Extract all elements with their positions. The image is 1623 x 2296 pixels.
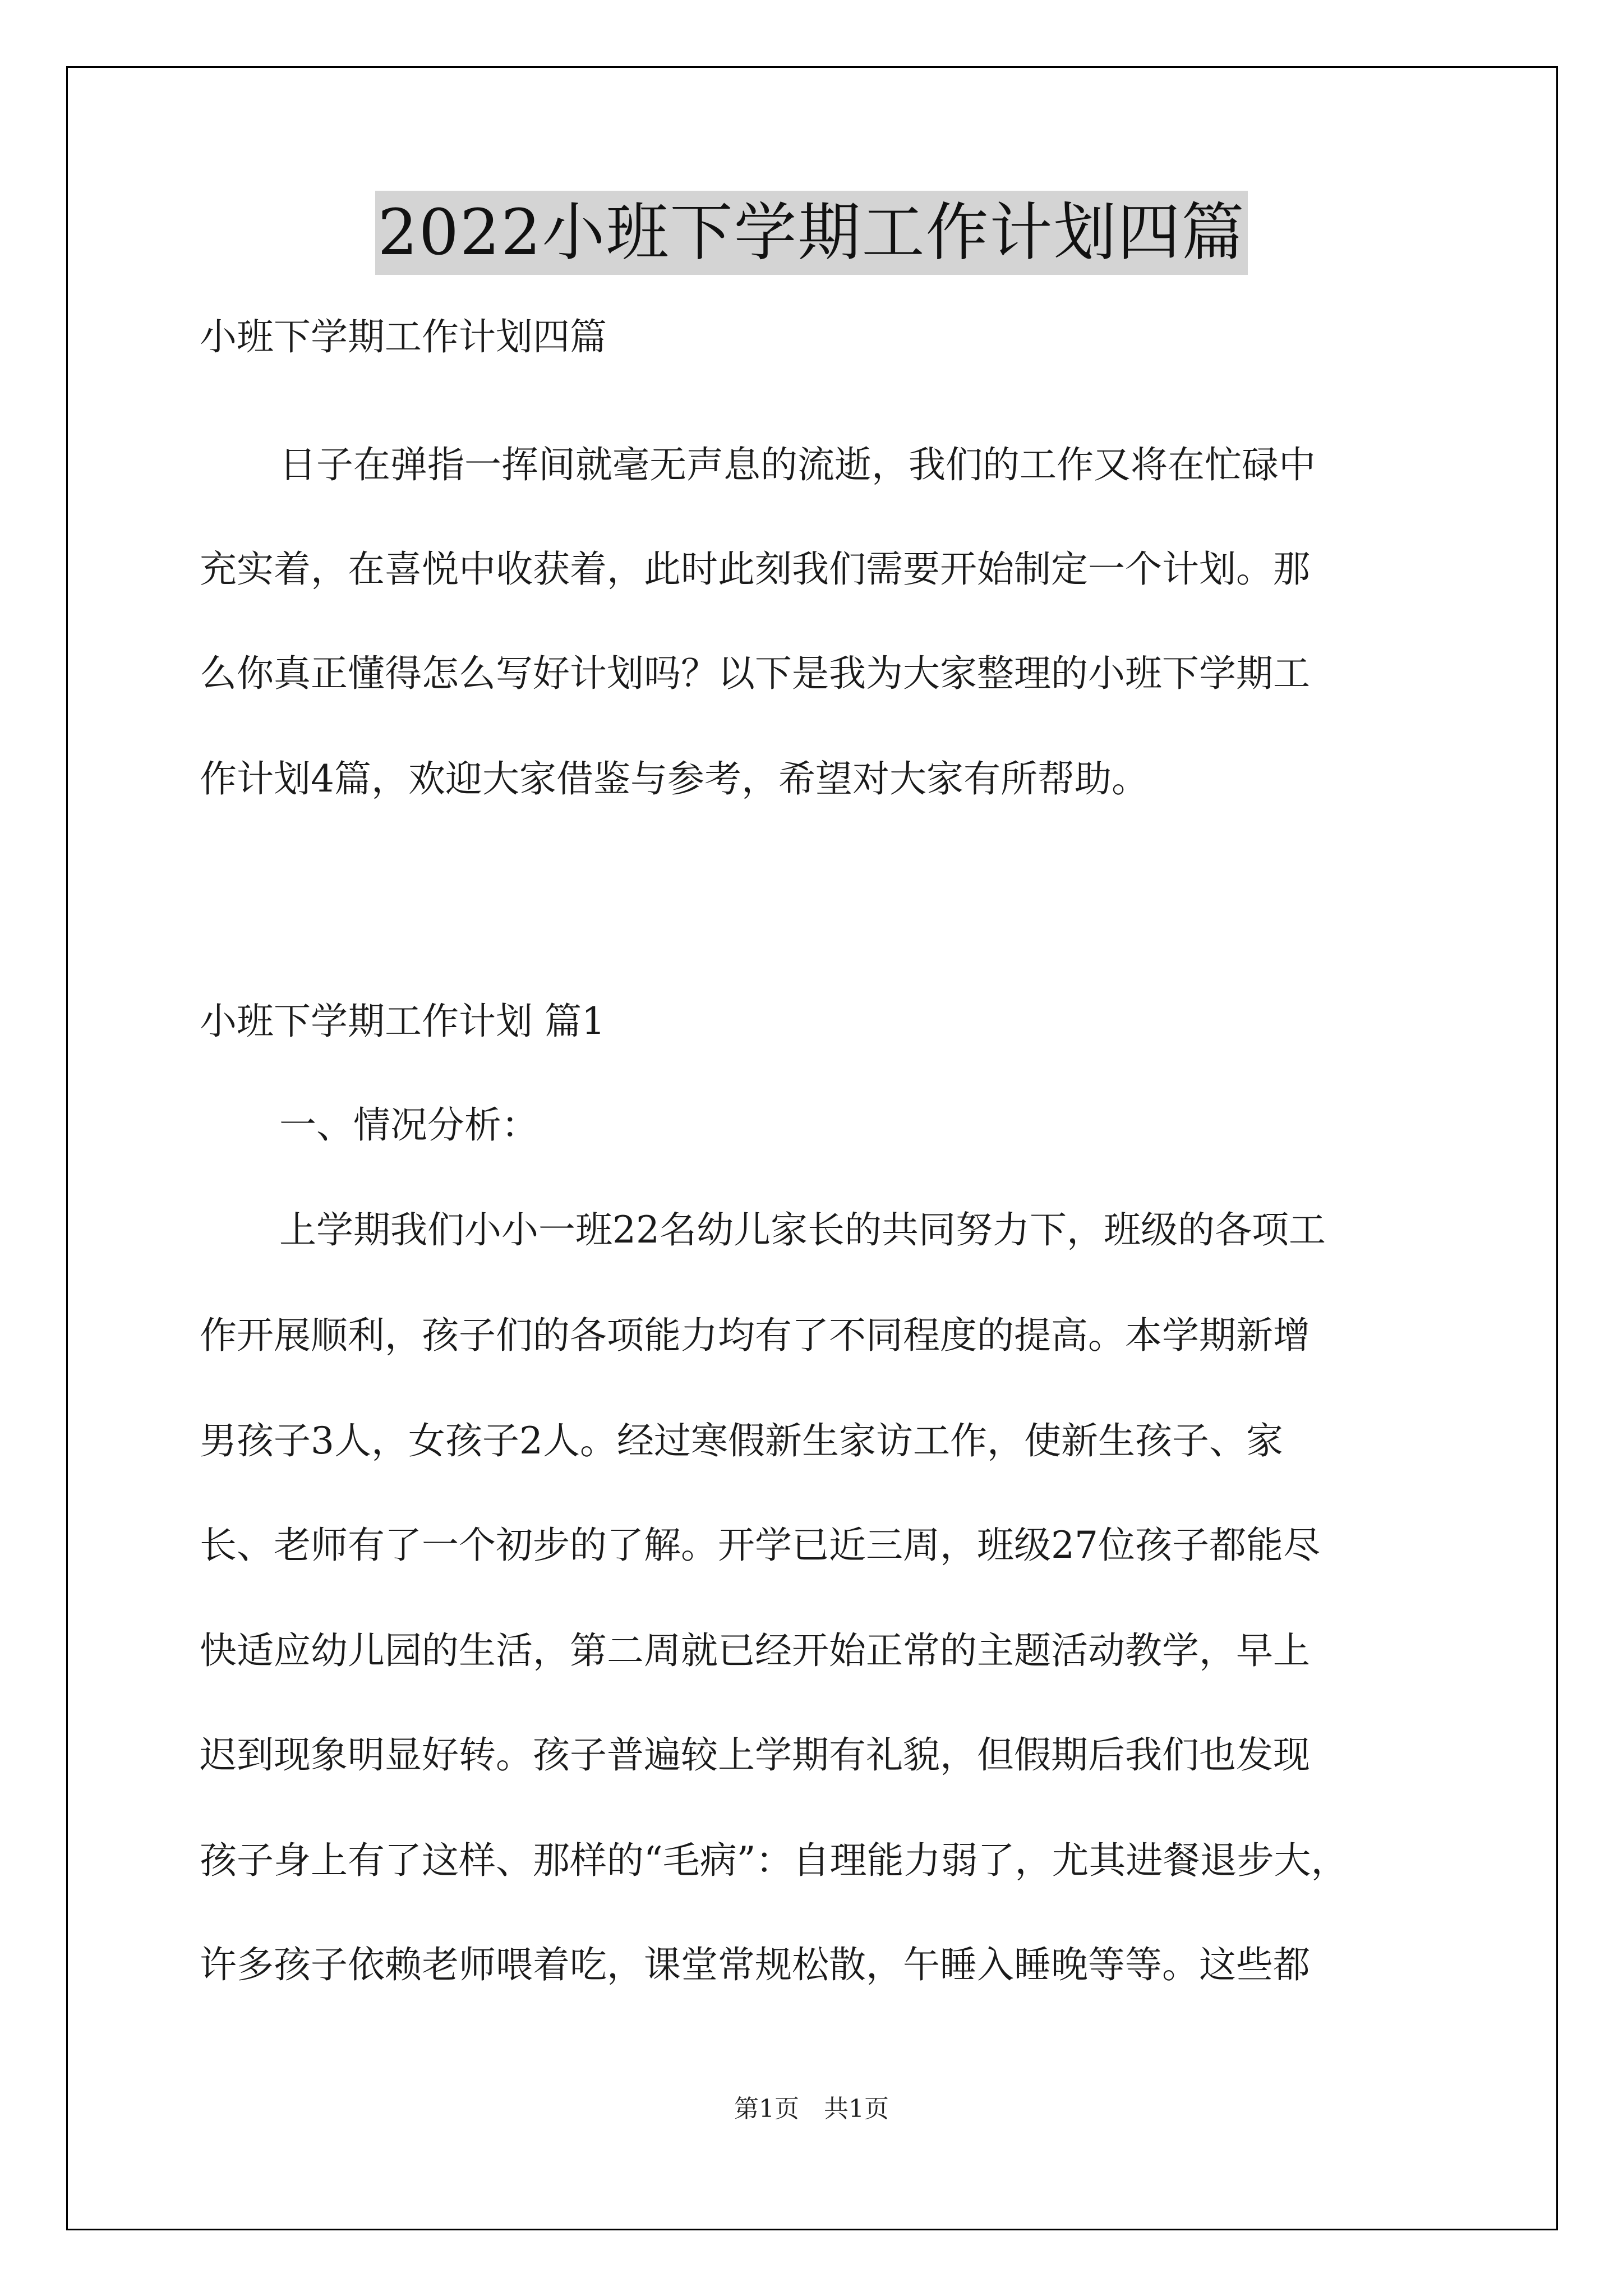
body-line-2: 作开展顺利，孩子们的各项能力均有了不同程度的提高。本学期新增 [200,1314,1310,1357]
page-footer: 第1页 共1页 [734,2095,889,2123]
section-heading: 小班下学期工作计划 篇1 [200,1000,605,1043]
title-container [0,191,1623,275]
body-line-5: 快适应幼儿园的生活，第二周就已经开始正常的主题活动教学，早上 [200,1629,1310,1672]
body-line-7: 孩子身上有了这样、那样的“毛病”：自理能力弱了，尤其进餐退步大， [200,1839,1348,1882]
intro-line-1: 日子在弹指一挥间就毫无声息的流逝，我们的工作又将在忙碌中 [279,443,1316,486]
body-line-4: 长、老师有了一个初步的了解。开学已近三周，班级27位孩子都能尽 [200,1524,1320,1567]
document-title: 2022小班下学期工作计划四篇 [375,191,1247,275]
intro-line-2: 充实着，在喜悦中收获着，此时此刻我们需要开始制定一个计划。那 [200,547,1310,591]
body-line-3: 男孩子3人，女孩子2人。经过寒假新生家访工作，使新生孩子、家 [200,1419,1283,1462]
body-line-1: 上学期我们小小一班22名幼儿家长的共同努力下，班级的各项工 [279,1208,1326,1251]
body-line-8: 许多孩子依赖老师喂着吃，课堂常规松散，午睡入睡晚等等。这些都 [200,1943,1310,1986]
intro-line-3: 么你真正懂得怎么写好计划吗？以下是我为大家整理的小班下学期工 [200,652,1310,695]
document-subtitle: 小班下学期工作计划四篇 [200,315,607,358]
intro-line-4: 作计划4篇，欢迎大家借鉴与参考，希望对大家有所帮助。 [200,757,1149,800]
subsection-heading: 一、情况分析： [279,1103,538,1147]
body-line-6: 迟到现象明显好转。孩子普遍较上学期有礼貌，但假期后我们也发现 [200,1733,1310,1777]
